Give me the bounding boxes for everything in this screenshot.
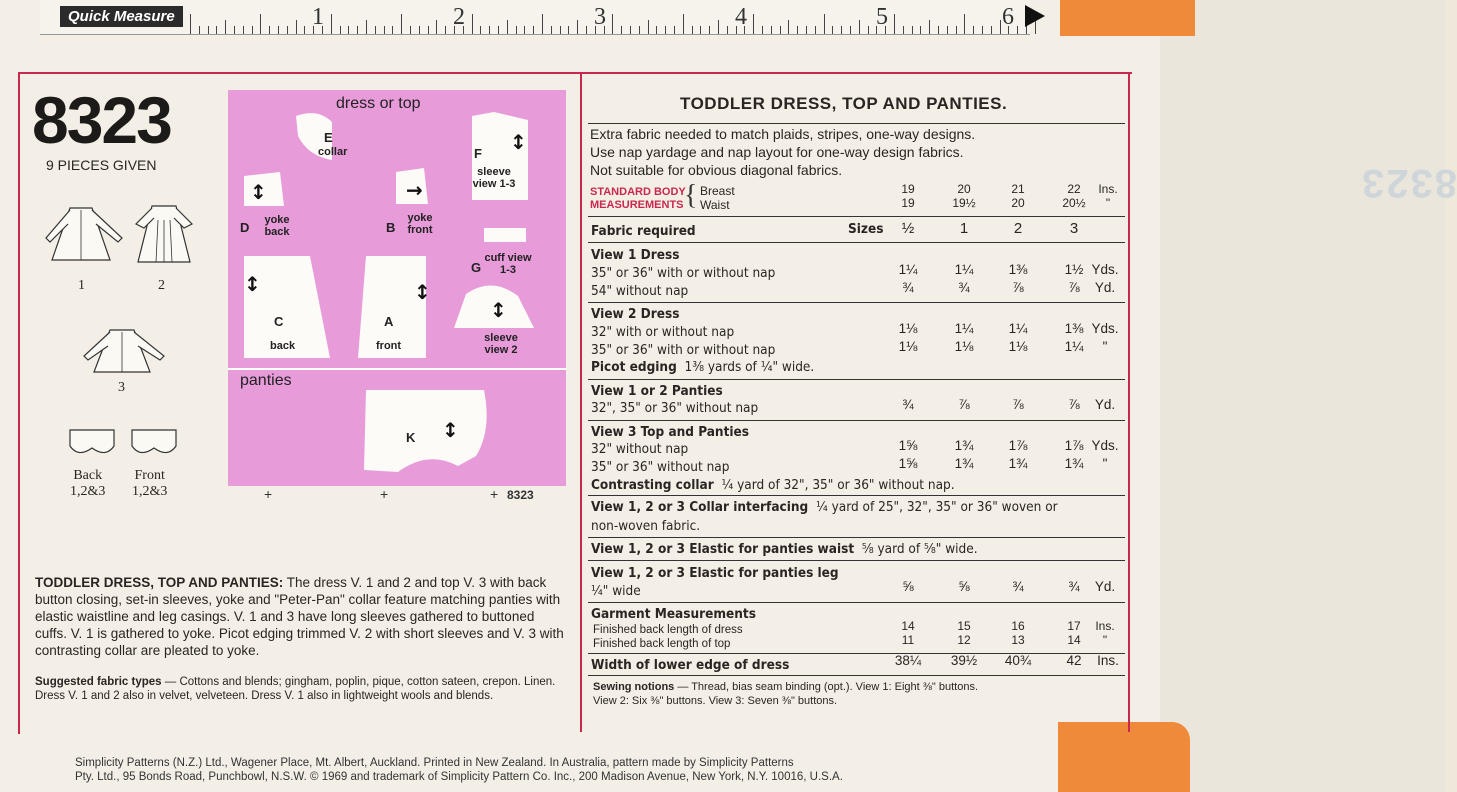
ruler-tick [797,26,798,34]
piece-b-name: yoke front [407,212,433,236]
flap-pattern-number: 8323 [1360,161,1457,205]
fabric-types-text: — Cottons and blends; gingham, poplin, pique, cotton sateen, crepon. Linen. Dress V. 1 and 2 also in velvet, velveteen. Dress V. 1 also in lightweight wools and blends. [35,676,556,702]
ruler-tick [771,26,772,34]
piece-d-letter: D [240,220,250,235]
piece-h-name: sleeve view 2 [484,332,518,356]
chart-value: 13 [1011,633,1025,647]
chart-value: 1¾ [954,456,974,471]
ruler-tick [410,26,411,34]
ruler-tick [419,26,420,34]
piece-f-letter: F [474,146,482,161]
ruler-tick [973,26,974,34]
chart-value: ⅝ [958,579,970,594]
view-1-row-1-label: 35" or 36" with or without nap [591,265,776,281]
chart-rule [588,537,1125,538]
chart-value: ¾ [1068,579,1080,594]
ruler-tick [304,26,305,34]
view-3-row-2-label: 35" or 36" without nap [591,459,730,475]
chart-rule [588,495,1125,496]
ruler-tick [542,14,543,34]
piece-b-grain-arrow-icon: → [406,178,423,202]
ruler-number-2: 2 [453,4,465,30]
quick-measure-ruler [40,0,1030,35]
elastic-waist-row: View 1, 2 or 3 Elastic for panties waist ⅝ yard of ⅝" wide. [591,541,978,557]
ruler-tick [199,26,200,34]
chart-value: 1¼ [1064,339,1084,354]
chart-value: 19½ [952,196,976,210]
brace: { [684,180,698,211]
chart-rule [588,242,1125,243]
piece-c-grain-arrow-icon: ↕ [244,272,261,296]
chart-value: ⅞ [1012,397,1024,412]
chart-value: 17 [1067,619,1081,633]
piece-e-letter: E [324,130,333,145]
elastic-leg-label: View 1, 2 or 3 Elastic for panties leg [591,565,839,581]
ruler-tick [1000,20,1001,34]
ruler-tick [216,26,217,34]
chart-value: 11 [901,633,915,647]
ruler-tick [560,26,561,34]
piece-h-grain-arrow-icon: ↕ [490,298,507,322]
piece-g-cuff [484,228,526,242]
envelope-flap [1160,0,1445,792]
ruler-tick [331,14,332,34]
ruler-tick [692,26,693,34]
ruler-tick [700,26,701,34]
ruler-tick [850,26,851,34]
view-1-row-2-label: 54" without nap [591,283,689,299]
chart-note: Extra fabric needed to match plaids, stripes, one-way designs. [590,126,976,142]
pattern-number: 8323 [32,83,171,157]
contrasting-collar-row: Contrasting collar ¼ yard of 32", 35" or 36" without nap. [591,477,955,493]
chart-value: 3 [1069,220,1079,237]
ruler-tick [674,26,675,34]
piece-k-grain-arrow-icon: ↕ [442,418,459,442]
ruler-tick [357,26,358,34]
piece-b-letter: B [386,220,396,235]
ditto-mark: " [1102,456,1108,471]
ruler-tick [815,26,816,34]
chart-value: 22 [1067,182,1081,196]
ruler-tick [287,26,288,34]
piece-k-letter: K [406,430,416,445]
unit-yds: Yds. [1091,438,1119,453]
chart-value: 1⅜ [1008,262,1028,277]
chart-note: Use nap yardage and nap layout for one-way design fabrics. [590,144,964,160]
chart-value: 14 [1067,633,1081,647]
ruler-tick [340,26,341,34]
ruler-tick [480,26,481,34]
chart-value: 19 [901,196,915,210]
chart-value: 1¼ [898,262,918,277]
collar-interfacing-row: View 1, 2 or 3 Collar interfacing ¼ yard of 25", 32", 35" or 36" woven or [591,499,1058,515]
description-text: The dress V. 1 and 2 and top V. 3 with back button closing, set-in sleeves, yoke and "Peter-Pan" collar feature matching panties with elastic waistline and leg casings. V. 1 and 3 have long sleeves gathered to buttoned cuffs. V. 1 is gathered to yoke. Picot edging trimmed V. 2 with short sleeves and V. 3 with contrasting collar are pleated to yoke. [35,575,564,658]
chart-value: 1¼ [954,262,974,277]
ruler-tick [428,26,429,34]
view-illustrations [40,200,230,500]
unit-yds: Yds. [1091,321,1119,336]
chart-value: 2 [1013,220,1023,237]
chart-value: 1 [959,220,969,237]
view-3-label: 3 [118,380,125,395]
chart-value: 42 [1066,653,1082,668]
ruler-tick [903,26,904,34]
view-1-label: 1 [78,278,85,293]
ruler-tick [806,26,807,34]
ins-label: Ins. [1097,653,1119,668]
chart-value: 1⅛ [1008,339,1028,354]
picot-edging-row: Picot edging 1⅜ yards of ¼" wide. [591,359,815,375]
ruler-tick [656,26,657,34]
ruler-tick [639,26,640,34]
chart-value: ⅞ [1012,280,1024,295]
ruler-tick [577,20,578,34]
register-mark: + [380,486,389,502]
chart-rule [588,379,1125,380]
chart-note: Not suitable for obvious diagonal fabrics. [590,162,843,178]
ruler-tick [568,26,569,34]
ruler-tick [788,20,789,34]
ruler-tick [260,14,261,34]
orange-tab-top [1060,0,1195,36]
chart-value: 1½ [1064,262,1084,277]
unit-yd: Yd. [1094,397,1116,412]
back-length-top-label: Finished back length of top [593,638,731,650]
view-3-title: View 3 Top and Panties [591,424,750,440]
ruler-tick [832,26,833,34]
ruler-tick [665,26,666,34]
piece-d-name: yoke back [264,214,290,238]
chart-value: 1⅛ [898,339,918,354]
chart-title: TODDLER DRESS, TOP AND PANTIES. [680,94,1008,113]
chart-value: 1⅜ [1064,321,1084,336]
standard-body-measurements-label: STANDARD BODY MEASUREMENTS [590,186,686,211]
ruler-tick [920,26,921,34]
ditto-mark: " [1102,633,1108,647]
ruler-tick [234,26,235,34]
pattern-pieces-diagram [228,90,566,486]
footer-line-1: Simplicity Patterns (N.Z.) Ltd., Wagener Place, Mt. Albert, Auckland. Printed in New Zealand. In Australia, pattern made by Simplicity Patterns [75,757,794,769]
register-mark: + [490,486,499,502]
chart-value: 40¾ [1004,653,1032,668]
chart-value: 39½ [950,653,978,668]
pattern-description [35,574,570,659]
ruler-tick [621,26,622,34]
ruler-tick [278,26,279,34]
ruler-tick [824,14,825,34]
ruler-tick [401,14,402,34]
panties-back-label: Back 1,2&3 [70,468,106,499]
ruler-tick [982,26,983,34]
ruler-tick [964,14,965,34]
column-divider [580,72,582,732]
piece-f-grain-arrow-icon: ↕ [510,130,527,154]
piece-k-panties [364,390,487,472]
ruler-number-6: 6 [1002,4,1014,30]
right-border [1128,72,1130,732]
piece-c-letter: C [274,314,284,329]
chart-rule [588,302,1125,303]
ins-label: Ins. [1098,182,1118,196]
view-2-row-2-label: 35" or 36" with or without nap [591,342,776,358]
chart-value: 38¼ [894,653,922,668]
ruler-tick [894,14,895,34]
ruler-arrow-icon [1025,5,1045,27]
ruler-tick [269,26,270,34]
ruler-tick [190,14,191,34]
chart-value: 21 [1011,182,1025,196]
ruler-label: Quick Measure [60,6,183,27]
ruler-tick [533,26,534,34]
ruler-tick [384,26,385,34]
panties-back-illustration [70,430,114,453]
panties-title: panties [240,372,292,389]
fabric-required-label: Fabric required [591,223,696,239]
breast-label: Breast [700,184,735,198]
chart-value: ⅞ [958,397,970,412]
register-mark: + [264,486,273,502]
chart-value: 1⅞ [1064,438,1084,453]
piece-f-name: sleeve view 1-3 [472,166,516,190]
chart-value: 19 [901,182,915,196]
view-3-row-1-label: 32" without nap [591,441,689,457]
chart-value: 14 [901,619,915,633]
ruler-tick [586,26,587,34]
ruler-tick [375,26,376,34]
ruler-tick [612,14,613,34]
back-length-dress-label: Finished back length of dress [593,624,743,636]
ins-label: Ins. [1095,619,1115,633]
sewing-notions: Sewing notions — Thread, bias seam binding (opt.). View 1: Eight ⅜" buttons. [593,681,979,693]
ruler-tick [956,26,957,34]
chart-value: 1¼ [954,321,974,336]
ruler-tick [1017,26,1018,34]
panties-front-illustration [132,430,176,453]
ruler-tick [648,20,649,34]
chart-value: 1⅛ [898,321,918,336]
ruler-tick [436,20,437,34]
chart-rule [588,653,1125,654]
view-2-dress-title: View 2 Dress [591,306,680,322]
ruler-tick [296,20,297,34]
piece-a-grain-arrow-icon: ↕ [414,280,431,304]
chart-value: 1⅝ [898,438,918,453]
collar-interfacing-row-2: non-woven fabric. [591,518,701,534]
panties-front-label: Front 1,2&3 [132,468,168,499]
ditto-mark: " [1105,196,1111,210]
chart-value: ¾ [902,280,914,295]
ruler-tick [780,26,781,34]
chart-value: 20½ [1062,196,1086,210]
panties-row-label: 32", 35" or 36" without nap [591,400,759,416]
pieces-given: 9 PIECES GIVEN [46,157,157,173]
piece-e-name: collar [318,146,348,158]
chart-value: ½ [901,220,915,237]
ruler-tick [753,14,754,34]
chart-rule [588,560,1125,561]
chart-value: 20 [957,182,971,196]
piece-d-grain-arrow-icon: ↕ [250,180,267,204]
ruler-number-1: 1 [312,4,324,30]
chart-value: ⅞ [1068,397,1080,412]
sizes-label: Sizes [848,221,884,237]
piece-g-letter: G [471,260,482,275]
chart-value: 1¾ [1008,456,1028,471]
ruler-tick [225,20,226,34]
ruler-tick [718,20,719,34]
piece-a-letter: A [384,314,394,329]
ruler-tick [516,26,517,34]
ruler-tick [938,26,939,34]
chart-value: 1¼ [1008,321,1028,336]
chart-value: ¾ [958,280,970,295]
chart-value: 16 [1011,619,1025,633]
width-lower-edge-label: Width of lower edge of dress [591,657,790,673]
elastic-leg-text: ¼" wide [591,583,641,599]
ruler-tick [929,20,930,34]
ruler-tick [348,26,349,34]
chart-rule [588,216,1125,217]
ruler-tick [489,26,490,34]
view-2-row-1-label: 32" with or without nap [591,324,735,340]
ruler-tick [868,26,869,34]
ruler-tick [947,26,948,34]
chart-value: 1¾ [1064,456,1084,471]
unit-yds: Yds. [1091,262,1119,277]
chart-value: ⅞ [1068,280,1080,295]
view-1-dress-title: View 1 Dress [591,247,680,263]
chart-value: 12 [957,633,971,647]
ruler-tick [991,26,992,34]
ruler-tick [683,14,684,34]
fabric-types-label: Suggested fabric types [35,676,162,688]
ruler-tick [912,26,913,34]
ruler-tick [507,20,508,34]
ruler-tick [762,26,763,34]
chart-rule [588,675,1125,676]
ruler-tick [472,14,473,34]
unit-yd: Yd. [1094,280,1116,295]
ruler-tick [392,26,393,34]
ruler-number-3: 3 [594,4,606,30]
chart-value: 1⅝ [898,456,918,471]
chart-value: ⅝ [902,579,914,594]
chart-value: 1¾ [954,438,974,453]
ruler-tick [252,26,253,34]
ruler-tick [243,26,244,34]
publisher-footer [75,756,843,784]
breast-waist-labels [700,184,735,212]
ruler-tick [859,20,860,34]
ruler-tick [524,26,525,34]
chart-value: 1⅛ [954,339,974,354]
waist-label: Waist [700,198,730,212]
ditto-mark: " [1102,339,1108,354]
chart-value: ¾ [1012,579,1024,594]
garment-measurements-label: Garment Measurements [591,606,756,622]
piece-c-name: back [270,340,296,352]
sewing-notions-2: View 2: Six ⅜" buttons. View 3: Seven ⅜" buttons. [593,695,838,707]
ruler-tick [445,26,446,34]
view-1-2-panties-title: View 1 or 2 Panties [591,383,723,399]
chart-rule [588,123,1125,124]
chart-value: ¾ [902,397,914,412]
chart-rule [588,602,1125,603]
ruler-number-4: 4 [735,4,747,30]
ruler-tick [498,26,499,34]
chart-value: 15 [957,619,971,633]
chart-rule [588,420,1125,421]
ruler-tick [727,26,728,34]
ruler-tick [1026,26,1027,34]
piece-g-name: cuff view 1-3 [484,252,532,276]
ruler-tick [841,26,842,34]
footer-line-2: Pty. Ltd., 95 Bonds Road, Punchbowl, N.S.W. © 1969 and trademark of Simplicity Pattern Co. Inc., 200 Madison Avenue, New York, N.Y. 10016, U.S.A. [75,771,843,783]
ruler-tick [709,26,710,34]
chart-notes [590,125,975,179]
view-2-label: 2 [158,278,165,293]
chart-value: 20 [1011,196,1025,210]
ruler-tick [630,26,631,34]
dress-or-top-title: dress or top [336,95,421,112]
chart-value: 1⅞ [1008,438,1028,453]
suggested-fabrics [35,676,575,703]
ruler-tick [551,26,552,34]
ruler-number-5: 5 [876,4,888,30]
ruler-tick [366,20,367,34]
diagram-pattern-number: 8323 [507,488,534,502]
description-title: TODDLER DRESS, TOP AND PANTIES: [35,575,284,590]
ruler-tick [208,26,209,34]
piece-a-name: front [376,340,402,352]
unit-yd: Yd. [1094,579,1116,594]
